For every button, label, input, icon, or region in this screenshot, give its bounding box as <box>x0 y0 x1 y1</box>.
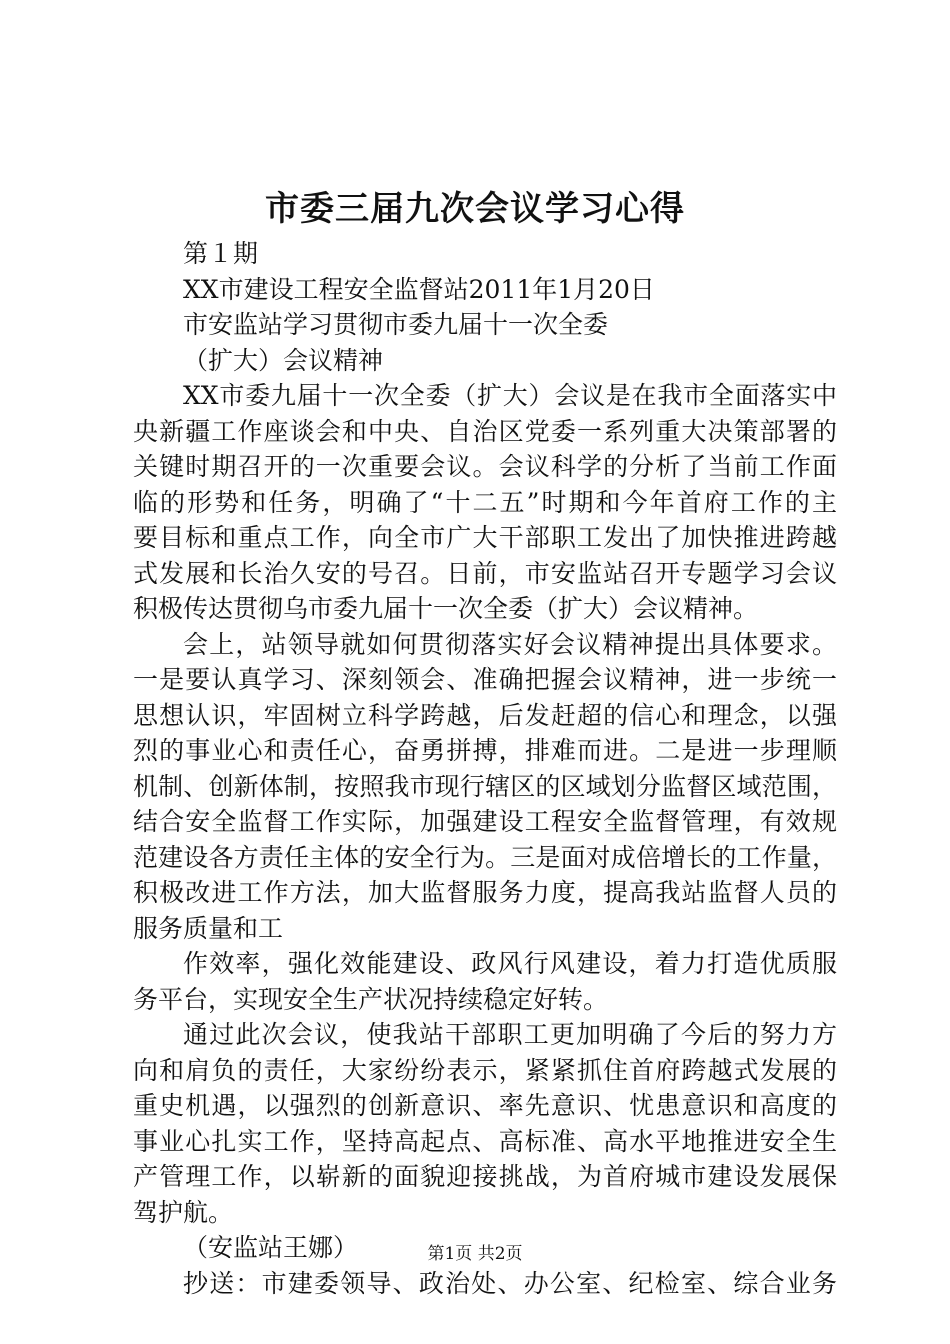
document-title: 市委三届九次会议学习心得 <box>265 189 685 229</box>
body-line: 范建设各方责任主体的安全行为。三是面对成倍增长的工作量， <box>133 842 837 872</box>
body-line: 积极传达贯彻乌市委九届十一次全委（扩大）会议精神。 <box>133 594 759 623</box>
body-line: 第１期 <box>183 239 259 268</box>
body-line: 一是要认真学习、深刻领会、准确把握会议精神，进一步统一 <box>133 665 837 694</box>
body-line: 央新疆工作座谈会和中央、自治区党委一系列重大决策部署的 <box>133 416 837 446</box>
body-line: 通过此次会议，使我站干部职工更加明确了今后的努力方 <box>183 1020 837 1049</box>
body-line: 会上，站领导就如何贯彻落实好会议精神提出具体要求。 <box>183 629 837 659</box>
body-line: 机制、创新体制，按照我市现行辖区的区域划分监督区域范围， <box>133 771 837 801</box>
body-line: 思想认识，牢固树立科学跨越，后发赶超的信心和理念，以强 <box>133 700 837 730</box>
body-line: 临的形势和任务，明确了“十二五”时期和今年首府工作的主 <box>133 487 837 517</box>
body-line: （扩大）会议精神 <box>183 345 384 375</box>
body-line: XX市建设工程安全监督站2011年1月20日 <box>183 274 655 304</box>
body-line: 市安监站学习贯彻市委九届十一次全委 <box>183 310 609 339</box>
body-line: 产管理工作，以崭新的面貌迎接挑战，为首府城市建设发展保 <box>133 1162 837 1191</box>
body-line: 事业心扎实工作，坚持高起点、高标准、高水平地推进安全生 <box>133 1126 837 1156</box>
body-line: 向和肩负的责任，大家纷纷表示，紧紧抓住首府跨越式发展的 <box>133 1055 837 1085</box>
body-line: 重史机遇，以强烈的创新意识、率先意识、忧患意识和高度的 <box>133 1091 837 1120</box>
body-line: 烈的事业心和责任心，奋勇拼搏，排难而进。二是进一步理顺 <box>133 736 837 765</box>
page-footer: 第1页 共2页 <box>427 1244 523 1264</box>
body-line: 抄送：市建委领导、政治处、办公室、纪检室、综合业务 <box>183 1268 837 1298</box>
body-line: 服务质量和工 <box>133 913 284 943</box>
body-line: （安监站王娜） <box>183 1233 359 1262</box>
body-line: 驾护航。 <box>133 1197 234 1227</box>
body-line: 要目标和重点工作，向全市广大干部职工发出了加快推进跨越 <box>133 523 837 552</box>
body-line: XX市委九届十一次全委（扩大）会议是在我市全面落实中 <box>183 381 837 410</box>
body-line: 积极改进工作方法，加大监督服务力度，提高我站监督人员的 <box>133 878 837 907</box>
body-line: 式发展和长治久安的号召。日前，市安监站召开专题学习会议 <box>133 558 837 588</box>
body-line: 结合安全监督工作实际，加强建设工程安全监督管理，有效规 <box>133 807 837 836</box>
body-line: 关键时期召开的一次重要会议。会议科学的分析了当前工作面 <box>133 452 837 481</box>
document-body <box>133 236 837 1301</box>
body-line: 务平台，实现安全生产状况持续稳定好转。 <box>133 984 609 1014</box>
body-line: 作效率，强化效能建设、政风行风建设，着力打造优质服 <box>183 949 837 978</box>
